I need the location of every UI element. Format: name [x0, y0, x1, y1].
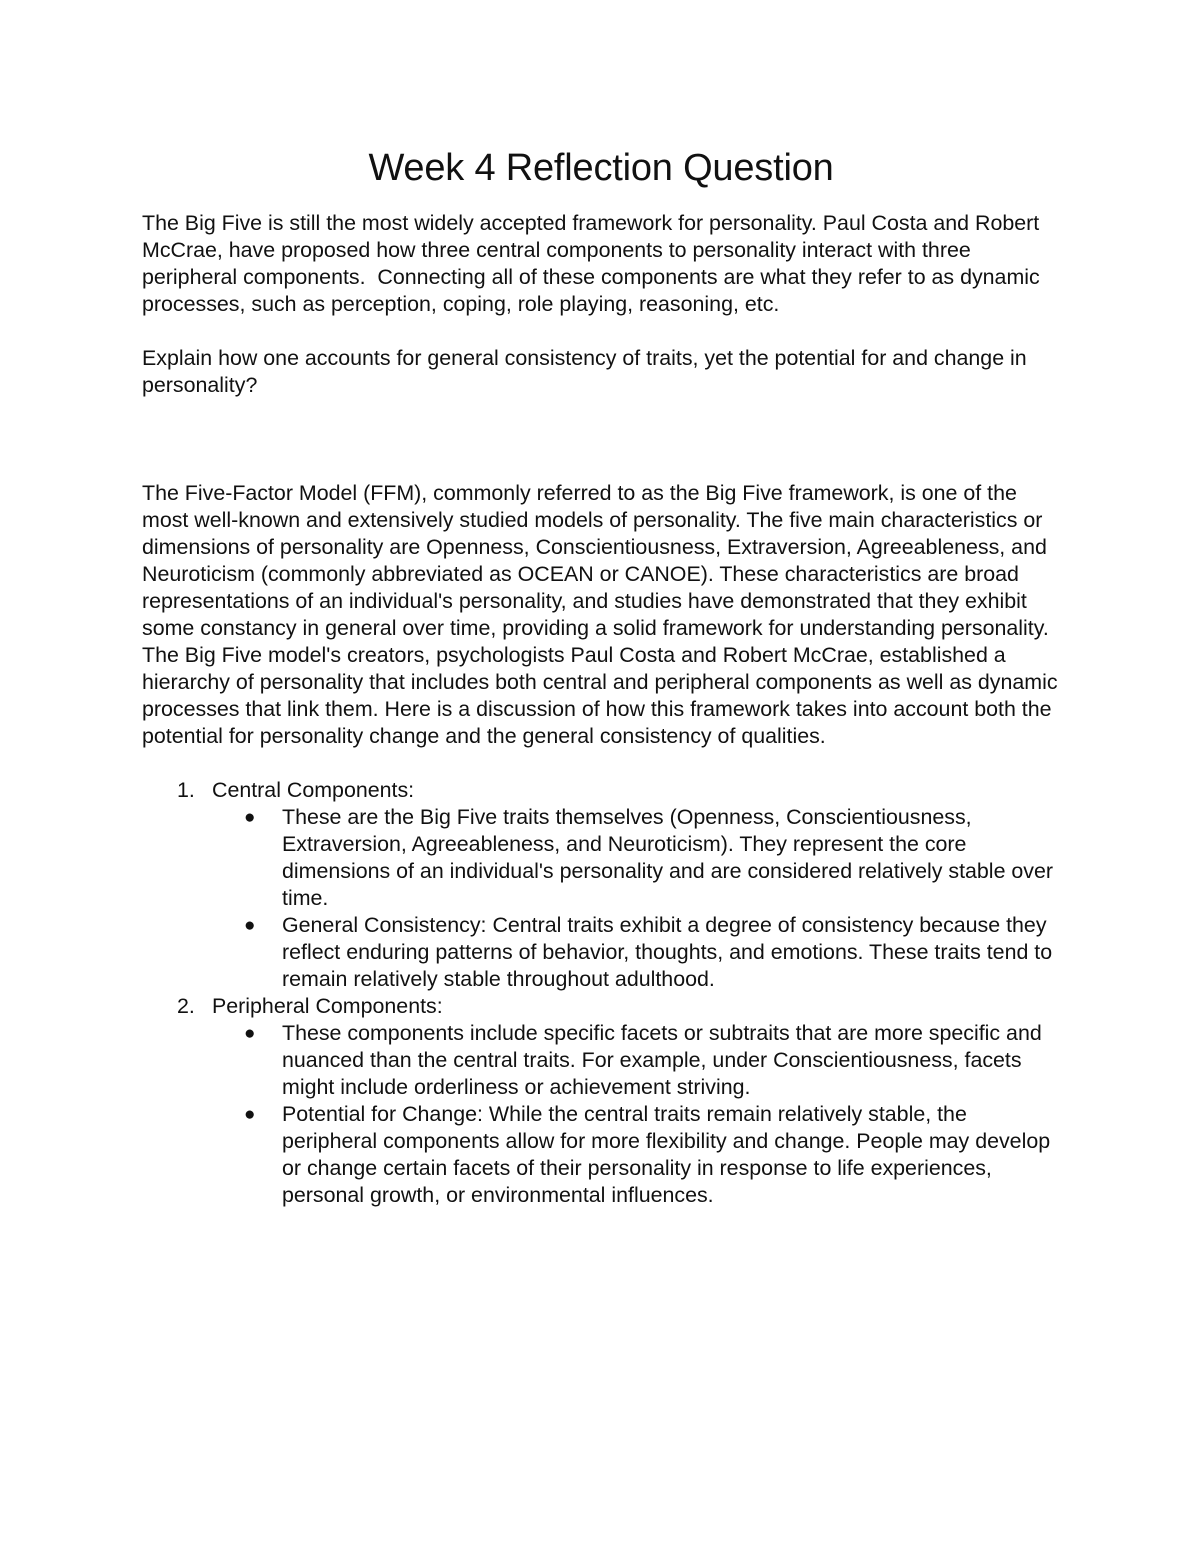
list-item — [142, 777, 1060, 993]
bullet-text: General Consistency: Central traits exhibit a degree of consistency because they reflect enduring patterns of behavior, thoughts, and emotions. These traits tend to remain relatively stable throughout adulthood. — [282, 913, 1053, 991]
answer-paragraph-2: The Big Five model's creators, psychologists Paul Costa and Robert McCrae, established a hierarchy of personality that includes both central and peripheral components as well as dynamic processes that link them. Here is a discussion of how this framework takes into account both the potential for personality change and the general consistency of qualities. — [142, 643, 1064, 748]
spacer — [142, 399, 1060, 480]
bullet-item — [212, 1101, 1060, 1209]
bullet-list — [212, 1020, 1060, 1209]
prompt-paragraph: The Big Five is still the most widely accepted framework for personality. Paul Costa and Robert McCrae, have proposed how three central components to personality interact with three peripheral components. Connecting all of these components are what they refer to as dynamic processes, such as perception, coping, role playing, reasoning, etc. — [142, 211, 1046, 316]
bullet-icon: ● — [244, 1104, 256, 1125]
spacer — [142, 318, 1060, 345]
bullet-icon: ● — [244, 807, 256, 828]
bullet-text: Potential for Change: While the central traits remain relatively stable, the peripheral components allow for more flexibility and change. People may develop or change certain facets of their personality in response to life experiences, personal growth, or environmental influences. — [282, 1102, 1051, 1207]
question-paragraph: Explain how one accounts for general consistency of traits, yet the potential for and change in personality? — [142, 346, 1033, 397]
answer-paragraph-1: The Five-Factor Model (FFM), commonly referred to as the Big Five framework, is one of the most well-known and extensively studied models of personality. The five main characteristics or dimensions of personality are Openness, Conscientiousness, Extraversion, Agreeableness, and Neuroticism (commonly abbreviated as OCEAN or CANOE). These characteristics are broad representations of an individual's personality, and studies have demonstrated that they exhibit some constancy in general over time, providing a solid framework for understanding personality. — [142, 481, 1053, 640]
bullet-icon: ● — [244, 1023, 256, 1044]
bullet-item — [212, 912, 1060, 993]
bullet-text: These components include specific facets or subtraits that are more specific and nuanced than the central traits. For example, under Conscientiousness, facets might include orderliness or achievement striving. — [282, 1021, 1042, 1099]
bullet-item — [212, 804, 1060, 912]
bullet-text: These are the Big Five traits themselves (Openness, Conscientiousness, Extraversion, Agreeableness, and Neuroticism). They represent the core dimensions of an individual's personality and are considered relatively stable over time. — [282, 805, 1054, 910]
bullet-item — [212, 1020, 1060, 1101]
list-item — [142, 993, 1060, 1209]
bullet-icon: ● — [244, 915, 256, 936]
numbered-list — [142, 777, 1060, 1209]
list-heading: Peripheral Components: — [212, 994, 443, 1018]
document-title: Week 4 Reflection Question — [368, 147, 834, 189]
list-heading: Central Components: — [212, 778, 415, 802]
list-number: 2. — [177, 994, 195, 1018]
list-number: 1. — [177, 778, 195, 802]
spacer — [142, 750, 1060, 777]
bullet-list — [212, 804, 1060, 993]
